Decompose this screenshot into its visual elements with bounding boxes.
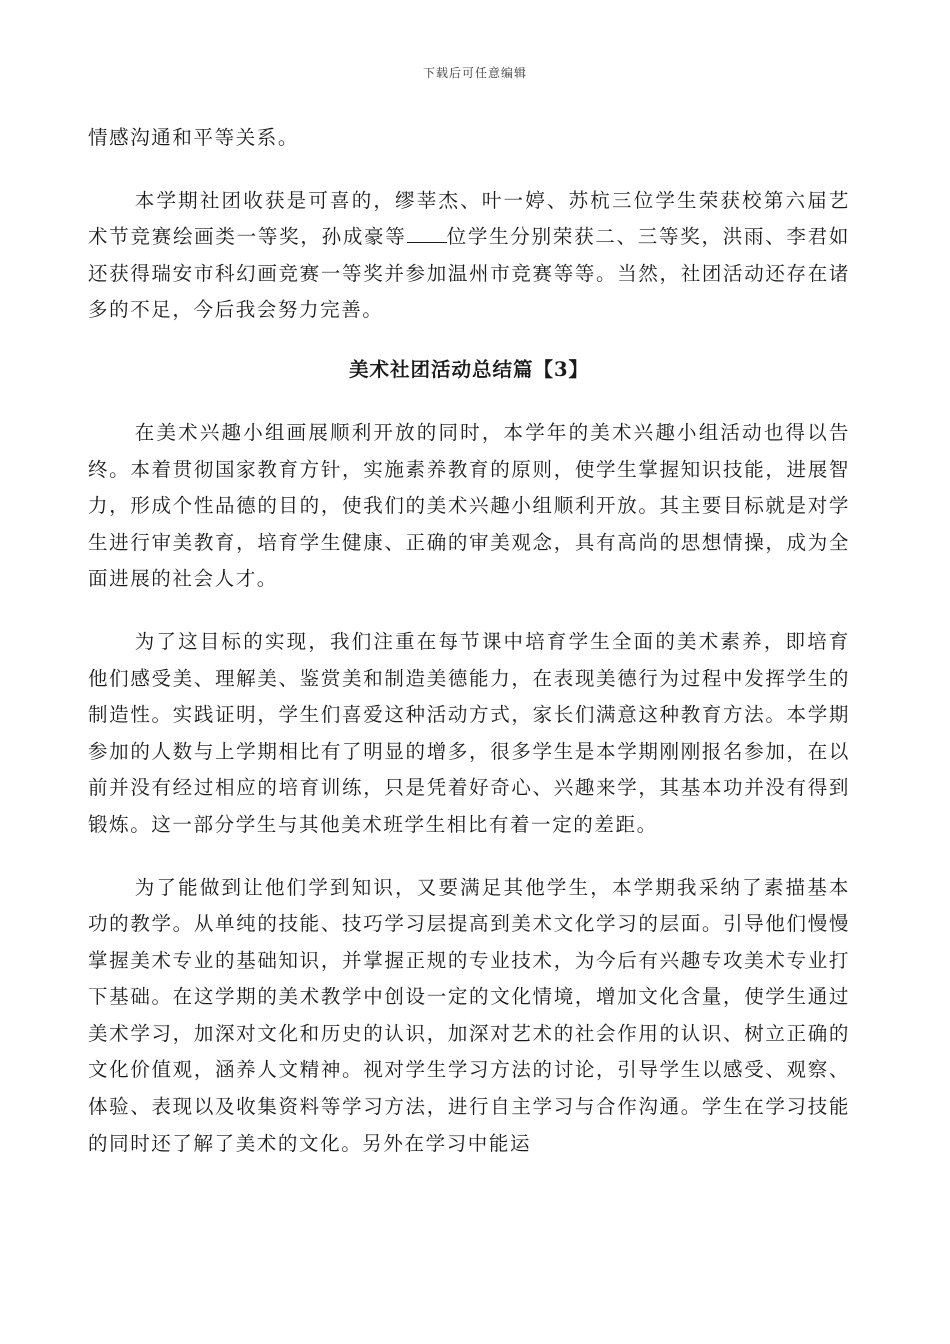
paragraph-intro: 在美术兴趣小组画展顺利开放的同时，本学年的美术兴趣小组活动也得以告终。本着贯彻国家教育方针，实施素养教育的原则，使学生掌握知识技能，进展智力，形成个性品德的目的，使我们的美术兴趣小组顺利开放。其主要目标就是对学生进行审美教育，培育学生健康、正确的审美观念，具有高尚的思想情操，成为全面进展的社会人才。 <box>88 420 850 591</box>
paragraph-teaching: 为了能做到让他们学到知识，又要满足其他学生，本学期我采纳了素描基本功的教学。从单纯的技能、技巧学习层提高到美术文化学习的层面。引导他们慢慢掌握美术专业的基础知识，并掌握正规的专业技术，为今后有兴趣专攻美术专业打下基础。在这学期的美术教学中创设一定的文化情境，增加文化含量，使学生通过美术学习，加深对文化和历史的认识，加深对艺术的社会作用的认识、树立正确的文化价值观，涵养人文精神。视对学生学习方法的讨论，引导学生以感受、观察、体验、表现以及收集资料等学习方法，进行自主学习与合作沟通。学生在学习技能的同时还了解了美术的文化。另外在学习中能运 <box>88 875 850 1155</box>
paragraph-continuation: 情感沟通和平等关系。 <box>88 126 300 149</box>
document-body <box>88 120 850 1188</box>
paragraph-club-achievements <box>88 183 850 329</box>
fill-in-blank <box>407 222 447 243</box>
section-title: 美术社团活动总结篇【3】 <box>348 357 590 381</box>
paragraph-text: 位学生分别荣获二、三等奖，洪雨、李君如还获得瑞安市科幻画竞赛一等奖并参加温州市竞赛等等。当然，社团活动还存在诸多的不足，今后我会努力完善。 <box>88 225 850 322</box>
running-header: 下载后可任意编辑 <box>422 66 527 80</box>
paragraph-text: 本学期社团收获是可喜的，缪莘杰、叶一婷、苏杭三位学生荣获校第六届艺术节竞赛绘画类一等奖，孙成豪等 <box>88 188 850 249</box>
paragraph-goals: 为了这目标的实现，我们注重在每节课中培育学生全面的美术素养，即培育他们感受美、理解美、鉴赏美和制造美德能力，在表现美德行为过程中发挥学生的制造性。实践证明，学生们喜爱这种活动方式，家长们满意这种教育方法。本学期参加的人数与上学期相比有了明显的增多，很多学生是本学期刚刚报名参加，在以前并没有经过相应的培育训练，只是凭着好奇心、兴趣来学，其基本功并没有得到锻炼。这一部分学生与其他美术班学生相比有着一定的差距。 <box>88 629 850 836</box>
